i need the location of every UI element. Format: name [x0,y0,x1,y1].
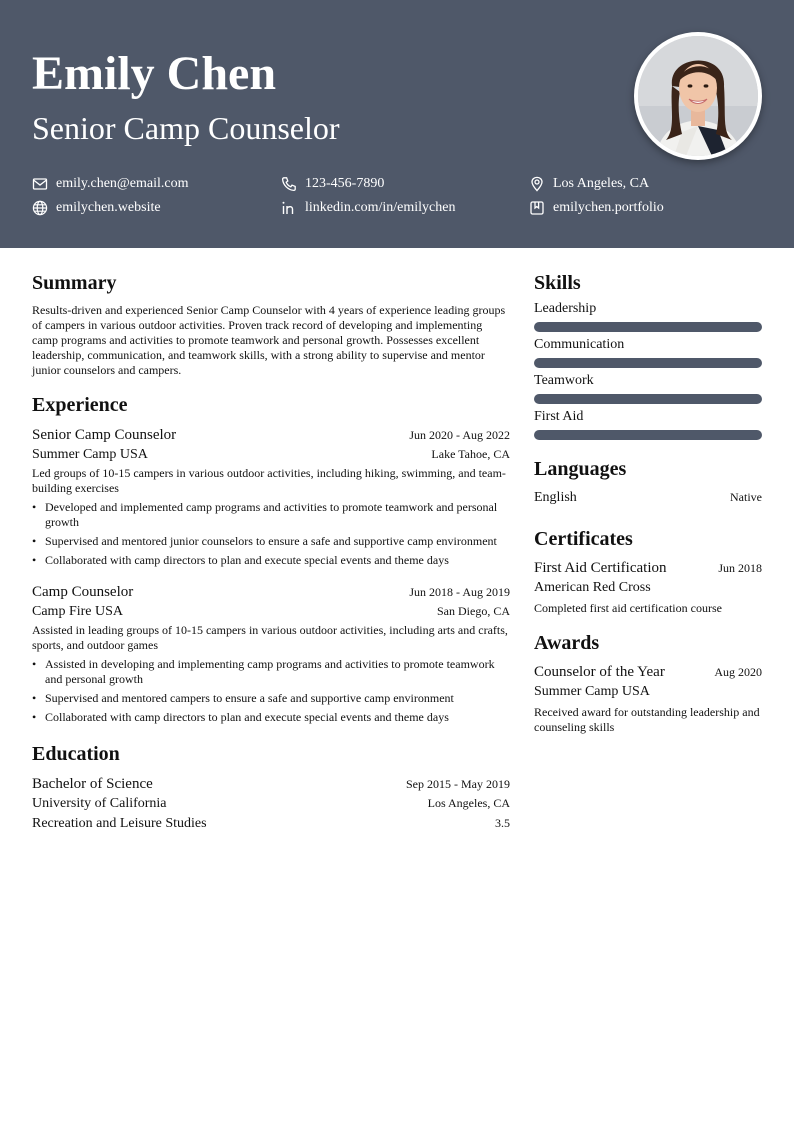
skill-bar-fill [534,322,762,332]
award-date: Aug 2020 [714,665,762,679]
job-description: Assisted in leading groups of 10-15 campers in various outdoor activities, including arts and crafts, sports, and outdoor games [32,623,508,652]
education-field: Recreation and Leisure Studies [32,816,207,831]
globe-icon [32,200,48,216]
summary-text: Results-driven and experienced Senior Camp Counselor with 4 years of experience leading groups of campers in various outdoor activities. Proven track record of developing and implementing camp programs and activities to promote teamwork and personal growth. Possesses excellent leadership, communication, and teamwork skills, with a strong ability to supervise and mentor junior counselors and campers. [32,303,506,377]
skill-bar [534,394,762,404]
skill-item [534,408,762,440]
skill-item [534,336,762,368]
awards-heading: Awards [534,632,600,654]
portfolio-text: emilychen.portfolio [553,200,664,215]
award-issuer: Summer Camp USA [534,684,650,699]
job-company: Camp Fire USA [32,604,123,619]
experience-heading: Experience [32,394,128,416]
profile-photo [634,32,762,160]
education-location: Los Angeles, CA [427,796,510,810]
language-name: English [534,490,577,505]
skill-name: First Aid [534,409,584,424]
linkedin-icon [281,200,297,216]
certificate-name: First Aid Certification [534,560,667,576]
job-description: Led groups of 10-15 campers in various outdoor activities, including hiking, swimming, and team-building exercises [32,466,506,495]
job-bullet: • Developed and implemented camp programs and activities to promote teamwork and personal growth [32,500,510,530]
candidate-title: Senior Camp Counselor [32,110,340,146]
job-location: Lake Tahoe, CA [431,447,510,461]
language-level: Native [730,490,762,504]
bookmark-icon [529,200,545,216]
main-column [32,270,510,834]
phone-icon [281,176,297,192]
job-title: Camp Counselor [32,584,134,600]
awards-section [534,630,762,735]
languages-heading: Languages [534,458,627,480]
skill-bar [534,358,762,368]
job-bullet: • Collaborated with camp directors to plan and execute special events and theme days [32,553,510,568]
experience-section [32,392,510,725]
job-company: Summer Camp USA [32,447,148,462]
skill-bar-fill [534,394,762,404]
education-school: University of California [32,796,167,811]
skill-name: Communication [534,337,625,352]
education-dates: Sep 2015 - May 2019 [406,777,510,791]
education-degree: Bachelor of Science [32,776,153,792]
certificate-date: Jun 2018 [718,561,762,575]
certificates-section [534,526,762,616]
contact-email[interactable] [32,175,189,193]
education-gpa: 3.5 [495,816,510,830]
award-description: Received award for outstanding leadership and counseling skills [534,705,760,734]
side-column [534,270,762,735]
job-title: Senior Camp Counselor [32,427,177,443]
job-location: San Diego, CA [437,604,510,618]
portrait-photo-icon [638,36,758,156]
skills-heading: Skills [534,272,581,294]
website-text: emilychen.website [56,200,161,215]
job-bullet: • Collaborated with camp directors to plan and execute special events and theme days [32,710,510,725]
skill-bar-fill [534,430,762,440]
email-icon [32,176,48,192]
skills-section [534,270,762,440]
skill-bar [534,322,762,332]
contact-website[interactable] [32,199,161,217]
skill-item [534,372,762,404]
job-dates: Jun 2020 - Aug 2022 [409,428,510,442]
contact-location [529,175,649,193]
map-pin-icon [529,176,545,192]
job-bullet: • Supervised and mentored junior counselors to ensure a safe and supportive camp environment [32,534,510,549]
education-heading: Education [32,743,120,765]
location-text: Los Angeles, CA [553,176,650,191]
summary-heading: Summary [32,272,117,294]
skill-name: Leadership [534,301,597,316]
skill-bar-fill [534,358,762,368]
job-bullets [32,657,510,725]
certificates-heading: Certificates [534,528,633,550]
languages-section [534,456,762,508]
job-bullet: • Assisted in developing and implementing camp programs and activities to promote teamwork and personal growth [32,657,510,687]
phone-text: 123-456-7890 [305,176,385,191]
resume-header [0,0,794,248]
job-entry [32,582,510,725]
contact-portfolio[interactable] [529,199,664,217]
skill-bar [534,430,762,440]
education-section [32,741,510,834]
skill-item [534,300,762,332]
job-entry [32,425,510,568]
certificate-description: Completed first aid certification course [534,601,722,615]
award-name: Counselor of the Year [534,664,665,680]
job-dates: Jun 2018 - Aug 2019 [409,585,510,599]
summary-section [32,270,510,378]
skill-name: Teamwork [534,373,594,388]
email-text: emily.chen@email.com [56,176,189,191]
contact-phone[interactable] [281,175,384,193]
job-bullets [32,500,510,568]
linkedin-text: linkedin.com/in/emilychen [305,200,456,215]
candidate-name: Emily Chen [32,47,277,100]
contact-linkedin[interactable] [281,199,455,217]
job-bullet: • Supervised and mentored campers to ensure a safe and supportive camp environment [32,691,510,706]
certificate-issuer: American Red Cross [534,580,651,595]
